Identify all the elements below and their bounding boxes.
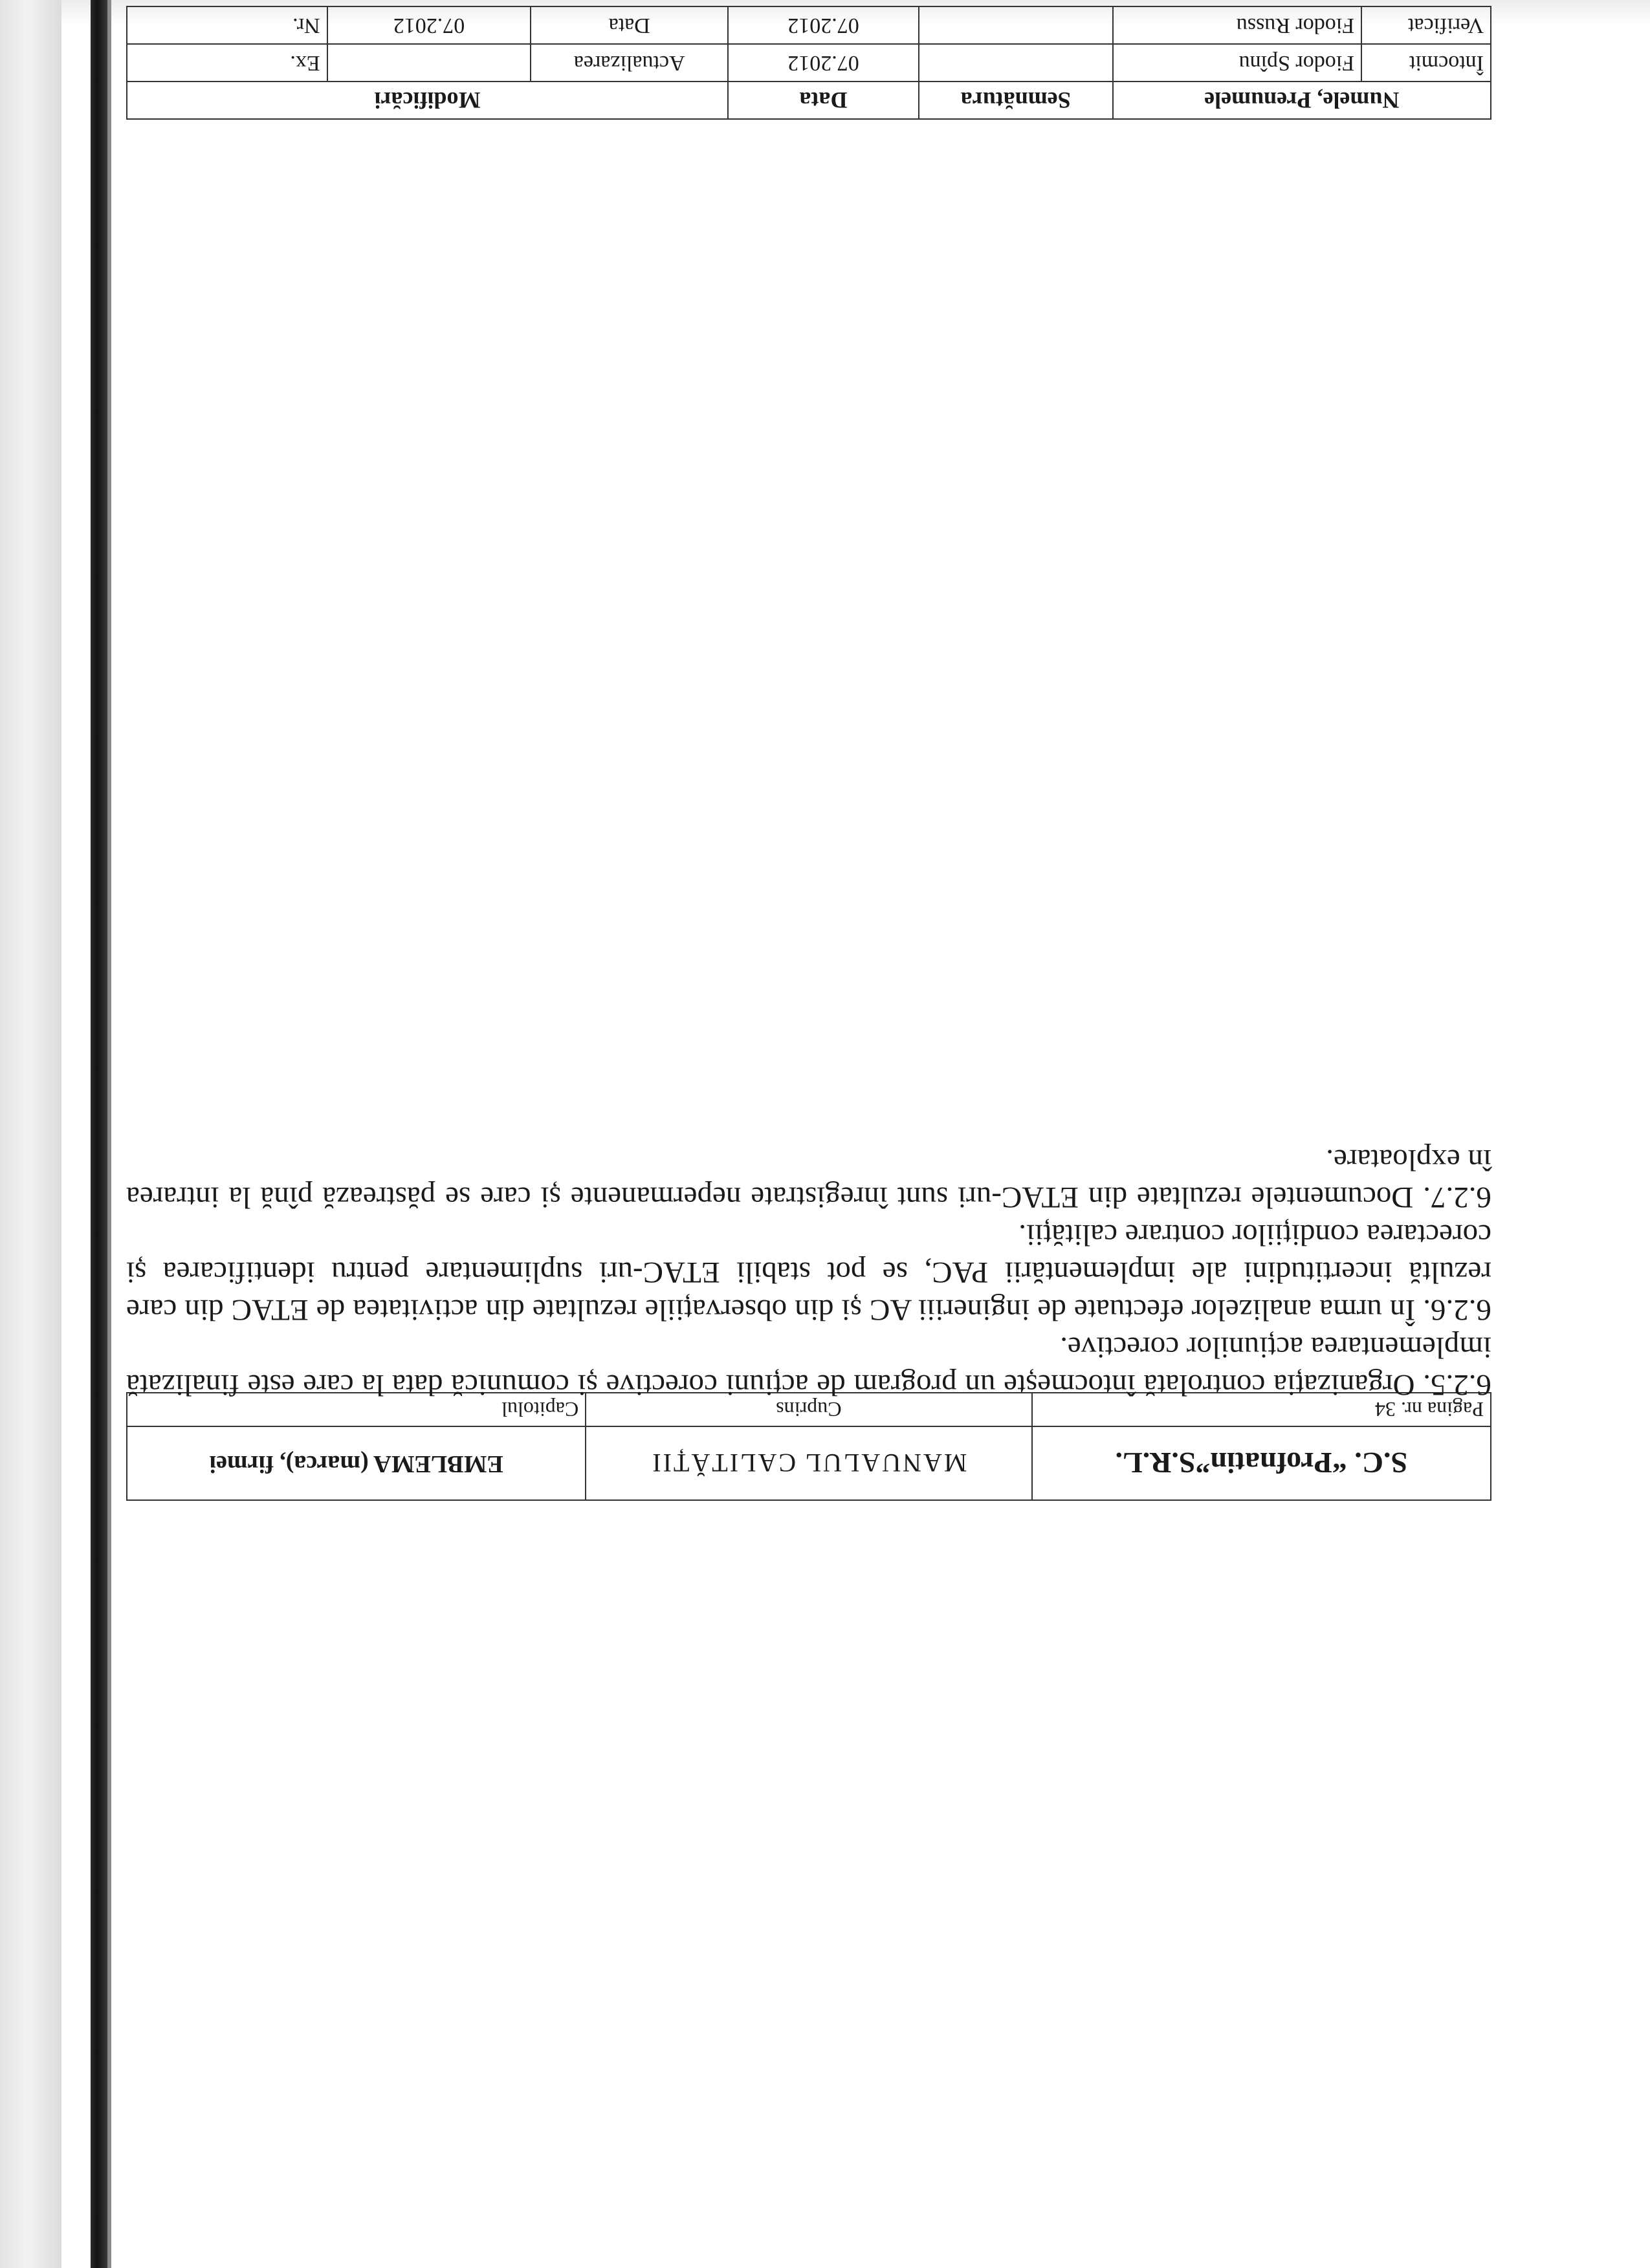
chapter-label: Capitolul — [127, 1393, 586, 1426]
header-changes: Modificări — [127, 82, 728, 119]
header-table — [126, 1392, 1491, 1501]
name-cell: Fiodor Spînu — [1113, 44, 1362, 82]
footer-header-row — [127, 82, 1491, 119]
change-label-cell: Data — [531, 6, 728, 44]
footer-table — [126, 6, 1491, 120]
change-num-cell: Nr. — [127, 6, 327, 44]
role-cell: Întocmit — [1361, 44, 1491, 82]
change-num-cell: Ex. — [127, 44, 327, 82]
change-label-cell: Actualizarea — [531, 44, 728, 82]
paragraph-6-2-5: 6.2.5. Organizația controlată întocmește un program de acțiuni corective și comunică data la care este finalizată implementarea acțiunilor corective. — [126, 1331, 1491, 1402]
date-cell: 07.2012 — [728, 6, 919, 44]
footer-row-verified — [127, 6, 1491, 44]
company-name: S.C. “Profnatin”S.R.L. — [1032, 1426, 1491, 1500]
footer-row-prepared — [127, 44, 1491, 82]
scan-edge — [0, 0, 61, 2268]
scanned-page — [126, 14, 1553, 2238]
header-name: Numele, Prenumele — [1113, 82, 1491, 119]
date-cell: 07.2012 — [728, 44, 919, 82]
binder-edge — [91, 0, 107, 2268]
paragraph-6-2-6: 6.2.6. În urma analizelor efectuate de ingineriii AC și din observațiile rezultate din activitatea de ETAC din care rezultă incertitudini ale implementării PAC, se pot stabili ETAC-uri suplimentare pentru identificarea și corectarea condițiilor contrare calității. — [126, 1218, 1491, 1327]
binder-edge-shadow — [107, 0, 111, 2268]
emblem-placeholder: EMBLEMA (marca), firmei — [127, 1426, 586, 1500]
header-date: Data — [728, 82, 919, 119]
signature-cell — [919, 44, 1113, 82]
contents-label: Cuprins — [586, 1393, 1031, 1426]
page-number: Pagina nr. 34 — [1032, 1393, 1491, 1426]
name-cell: Fiodor Russu — [1113, 6, 1362, 44]
manual-title: MANUALUL CALITĂȚII — [586, 1426, 1031, 1500]
signature-cell — [919, 6, 1113, 44]
change-value-cell — [327, 44, 531, 82]
body-text — [126, 1141, 1491, 1404]
header-signature: Semnătura — [919, 82, 1113, 119]
role-cell: Verificat — [1361, 6, 1491, 44]
change-value-cell: 07.2012 — [327, 6, 531, 44]
paragraph-6-2-7: 6.2.7. Documentele rezultate din ETAC-uri sunt înregistrate nepermanente și care se păstrează pînă la intrarea în exploatare. — [126, 1143, 1491, 1214]
